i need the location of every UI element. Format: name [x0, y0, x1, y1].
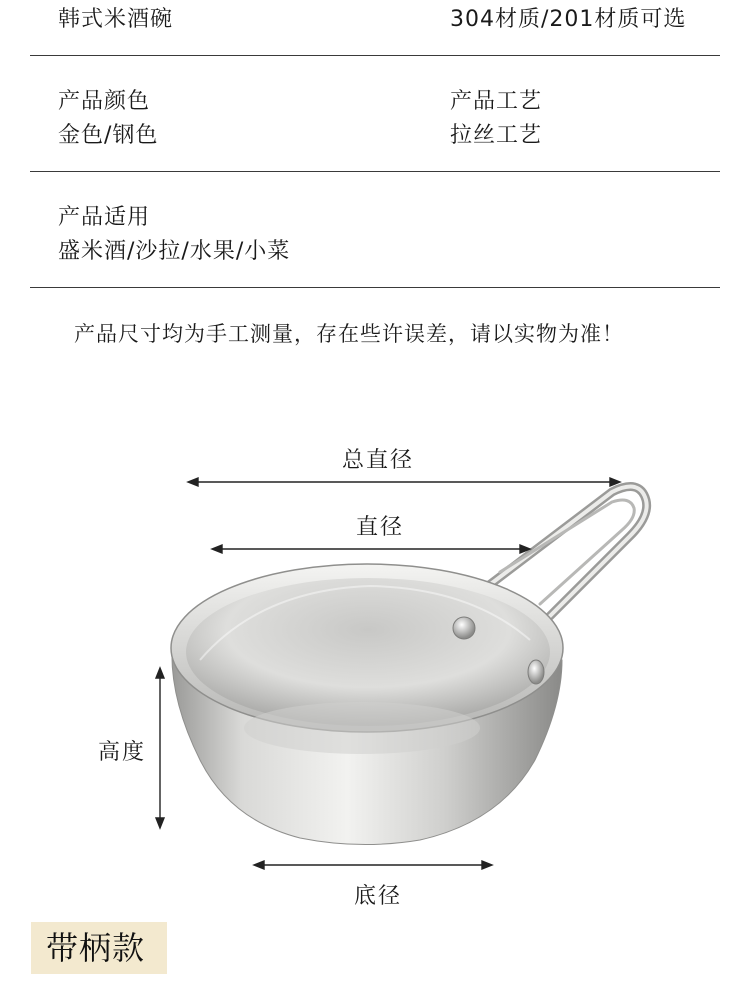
craft-label: 产品工艺 [450, 89, 543, 114]
total-diameter-label: 总直径 [342, 448, 415, 473]
use-value: 盛米酒/沙拉/水果/小菜 [58, 239, 291, 264]
craft-value: 拉丝工艺 [450, 123, 543, 148]
material-value: 304材质/201材质可选 [450, 7, 687, 32]
color-label: 产品颜色 [58, 89, 151, 114]
diameter-label: 直径 [356, 515, 405, 540]
product-name: 韩式米酒碗 [58, 7, 174, 32]
base-diameter-label: 底径 [354, 884, 403, 909]
measurement-notice: 产品尺寸均为手工测量，存在些许误差，请以实物为准！ [74, 322, 624, 346]
color-value: 金色/钢色 [58, 123, 159, 148]
handle-style-badge [31, 922, 167, 974]
height-label: 高度 [98, 740, 147, 765]
badge-label: 带柄款 [46, 929, 146, 967]
rivet [528, 660, 544, 684]
use-label: 产品适用 [58, 205, 151, 230]
rivet [453, 617, 475, 639]
